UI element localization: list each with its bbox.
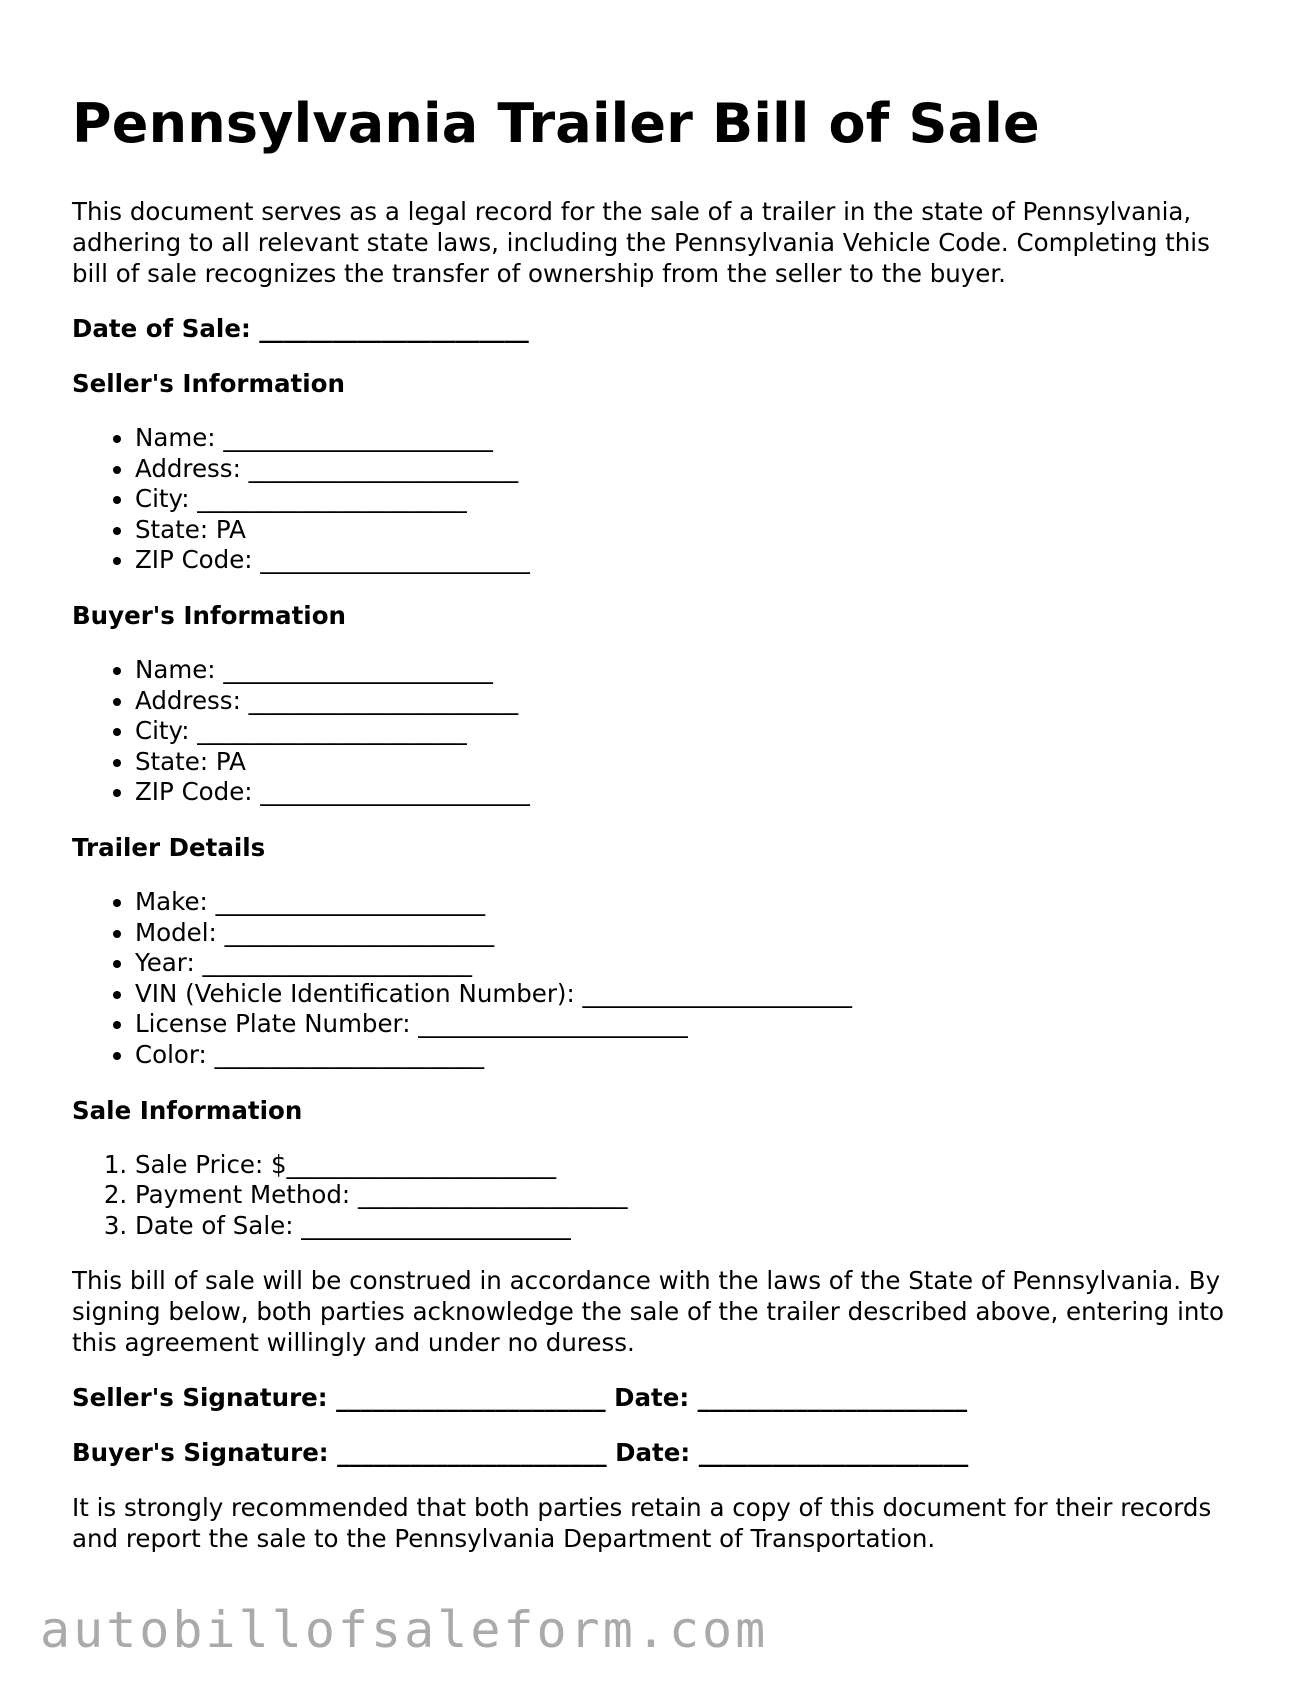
- sale-date-item: 3. Date of Sale: ______________________: [135, 1211, 1242, 1242]
- document-title: Pennsylvania Trailer Bill of Sale: [72, 92, 1040, 155]
- seller-heading: Seller's Information: [72, 369, 345, 398]
- date-of-sale-label: Date of Sale:: [72, 314, 251, 343]
- buyer-zip-item: • ZIP Code: ______________________: [135, 777, 1242, 808]
- trailer-vin-item: • VIN (Vehicle Identification Number): ______________________: [135, 979, 1242, 1010]
- buyer-state-item: • State: PA: [135, 747, 1242, 778]
- seller-signature-row: [72, 1382, 1242, 1413]
- trailer-year-item: • Year: ______________________: [135, 948, 1242, 979]
- buyer-list: [72, 655, 1242, 808]
- seller-zip-item: • ZIP Code: ______________________: [135, 545, 1242, 576]
- seller-name-item: • Name: ______________________: [135, 423, 1242, 454]
- seller-signature-date: Date: ______________________: [614, 1383, 968, 1413]
- buyer-address-item: • Address: ______________________: [135, 686, 1242, 717]
- trailer-color-item: • Color: ______________________: [135, 1040, 1242, 1071]
- seller-address-item: • Address: ______________________: [135, 454, 1242, 485]
- buyer-signature-field: Buyer's Signature: ______________________: [72, 1438, 607, 1468]
- seller-list: [72, 423, 1242, 576]
- sale-list: [72, 1150, 1242, 1242]
- intro-paragraph: This document serves as a legal record for the sale of a trailer in the state of Pennsylvania, adhering to all relevant state laws, including the Pennsylvania Vehicle Code. Completing this bill of sale recognizes the transfer of ownership from the seller to the buyer.: [72, 197, 1210, 288]
- payment-method-item: 2. Payment Method: ______________________: [135, 1180, 1242, 1211]
- document: [72, 88, 1242, 1554]
- closing-paragraph: It is strongly recommended that both parties retain a copy of this document for their records and report the sale to the Pennsylvania Department of Transportation.: [72, 1493, 1212, 1554]
- seller-signature-field: Seller's Signature: ______________________: [72, 1383, 606, 1413]
- trailer-make-item: • Make: ______________________: [135, 887, 1242, 918]
- seller-city-item: • City: ______________________: [135, 484, 1242, 515]
- trailer-plate-item: • License Plate Number: ______________________: [135, 1009, 1242, 1040]
- trailer-heading: Trailer Details: [72, 832, 266, 862]
- agreement-paragraph: This bill of sale will be construed in accordance with the laws of the State of Pennsylvania. By signing below, both parties acknowledge the sale of the trailer described above, entering into this agreement willingly and under no duress.: [72, 1266, 1225, 1358]
- buyer-signature-row: [72, 1437, 1242, 1468]
- buyer-name-item: • Name: ______________________: [135, 655, 1242, 686]
- buyer-city-item: • City: ______________________: [135, 716, 1242, 747]
- trailer-model-item: • Model: ______________________: [135, 918, 1242, 949]
- sale-price-item: 1. Sale Price: $______________________: [135, 1150, 1242, 1181]
- site-watermark: autobillofsaleform.com: [40, 1601, 769, 1659]
- buyer-signature-date: Date: ______________________: [615, 1438, 969, 1468]
- sale-heading: Sale Information: [72, 1095, 303, 1125]
- date-of-sale-blank: ______________________: [259, 314, 529, 343]
- seller-state-item: • State: PA: [135, 515, 1242, 546]
- date-of-sale-field: [72, 313, 1242, 344]
- trailer-list: [72, 887, 1242, 1071]
- buyer-heading: Buyer's Information: [72, 600, 346, 630]
